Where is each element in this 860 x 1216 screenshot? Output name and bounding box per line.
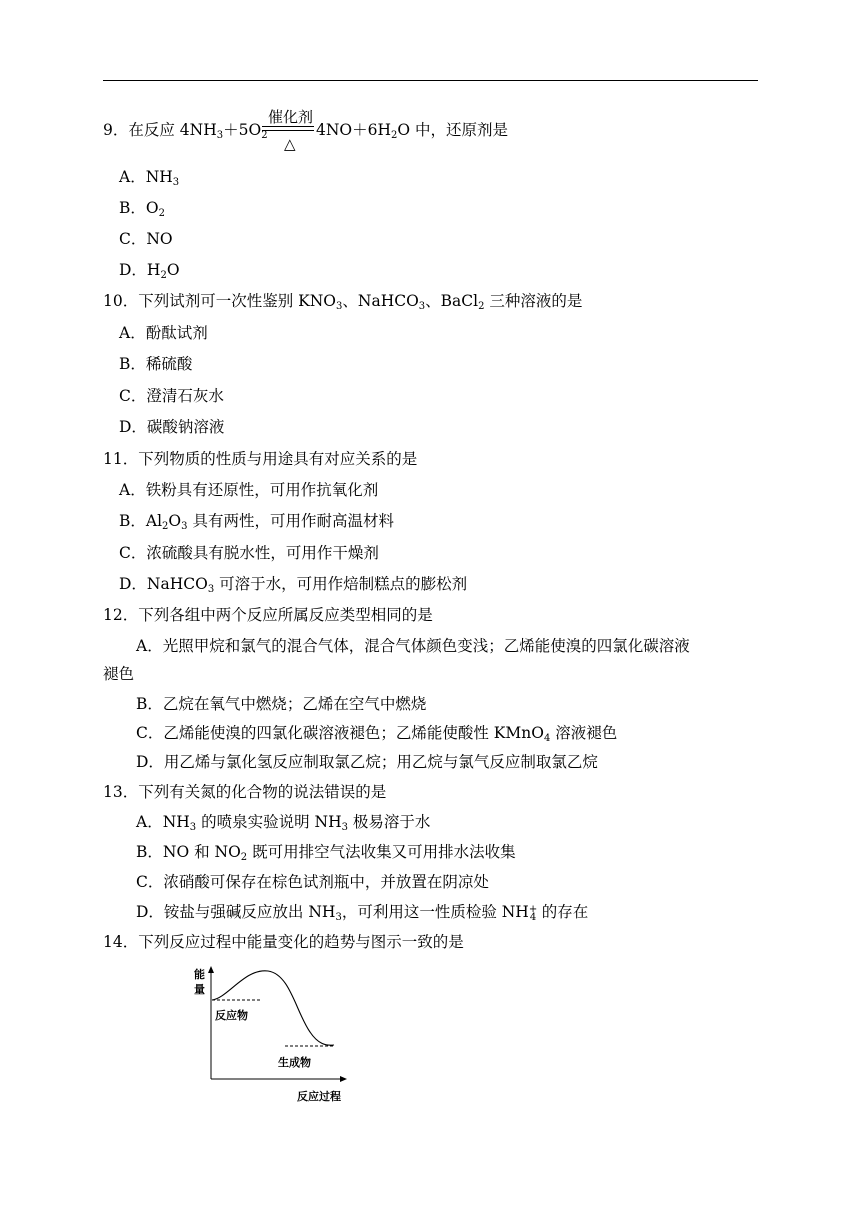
q11-option-a[interactable]: A．铁粉具有还原性，可用作抗氧化剂 [119, 481, 379, 499]
q10-option-a[interactable]: A．酚酞试剂 [119, 324, 208, 342]
q10-option-b[interactable]: B．稀硫酸 [119, 355, 193, 373]
x-axis-label: 反应过程 [297, 1090, 341, 1103]
q11-option-c[interactable]: C．浓硫酸具有脱水性，可用作干燥剂 [119, 544, 379, 562]
q9-equals-line-top [262, 126, 314, 127]
q9-option-c[interactable]: C．NO [119, 230, 173, 248]
q12-option-d[interactable]: D．用乙烯与氯化氢反应制取氯乙烷；用乙烷与氯气反应制取氯乙烷 [136, 753, 598, 771]
product-label: 生成物 [278, 1056, 311, 1069]
question-10-stem: 10．下列试剂可一次性鉴别 $KNO_3$、NaHCO$_3$、BaCl$_2$ 三种溶液的是 [103, 292, 583, 312]
q13-option-c[interactable]: C．浓硝酸可保存在棕色试剂瓶中，并放置在阴凉处 [136, 873, 489, 891]
y-label-1: 能 [194, 968, 205, 981]
q9-catalyst-label: 催化剂 [268, 108, 314, 126]
header-rule [103, 80, 758, 81]
q10-option-c[interactable]: C．澄清石灰水 [119, 387, 224, 405]
q9-stem-part1: 9．在反应 $4NH_3+5O_2$ [103, 121, 268, 141]
q12-option-a[interactable]: A．光照甲烷和氯气的混合气体，混合气体颜色变浅；乙烯能使溴的四氯化碳溶液 [136, 637, 690, 655]
y-axis-arrow [208, 966, 214, 973]
q9-option-b[interactable]: B．$O_2$ [119, 199, 165, 219]
energy-curve [212, 971, 334, 1045]
question-12-stem: 12．下列各组中两个反应所属反应类型相同的是 [103, 606, 433, 624]
q9-option-d[interactable]: D．$H_2O$ [119, 261, 180, 281]
y-label-2: 量 [194, 983, 205, 996]
q12-option-c[interactable]: C．乙烯能使溴的四氯化碳溶液褪色；乙烯能使酸性 KMnO$_4$ 溶液褪色 [136, 724, 618, 744]
q13-option-d[interactable]: D．铵盐与强碱反应放出 $NH_3$，可利用这一性质检验 NH + 4 的存在 [136, 903, 589, 923]
q9-stem-part2: $4NO+6H_2O$ 中，还原剂是 [316, 121, 509, 141]
q9-equals-line-bottom [262, 130, 314, 131]
q13-option-a[interactable]: A．$NH_3$ 的喷泉实验说明 $NH_3$ 极易溶于水 [136, 813, 431, 833]
q10-option-d[interactable]: D．碳酸钠溶液 [119, 418, 225, 436]
q11-option-b[interactable]: B．$Al_2O_3$ 具有两性，可用作耐高温材料 [119, 512, 394, 532]
q9-heat-symbol: △ [284, 135, 296, 153]
q9-option-a[interactable]: A．$NH_3$ [119, 168, 180, 188]
q12-option-a-continued[interactable]: 褪色 [103, 665, 135, 683]
question-13-stem: 13．下列有关氮的化合物的说法错误的是 [103, 783, 387, 801]
question-11-stem: 11．下列物质的性质与用途具有对应关系的是 [103, 450, 418, 468]
reactant-label: 反应物 [215, 1009, 248, 1022]
energy-diagram [190, 962, 360, 1107]
question-14-stem: 14．下列反应过程中能量变化的趋势与图示一致的是 [103, 933, 464, 951]
x-axis-arrow [340, 1076, 347, 1082]
q13-option-b[interactable]: B．NO 和 $NO_2$ 既可用排空气法收集又可用排水法收集 [136, 843, 516, 863]
q12-option-b[interactable]: B．乙烷在氧气中燃烧；乙烯在空气中燃烧 [136, 695, 427, 713]
q11-option-d[interactable]: D．NaHCO$_3$ 可溶于水，可用作焙制糕点的膨松剂 [119, 575, 468, 595]
